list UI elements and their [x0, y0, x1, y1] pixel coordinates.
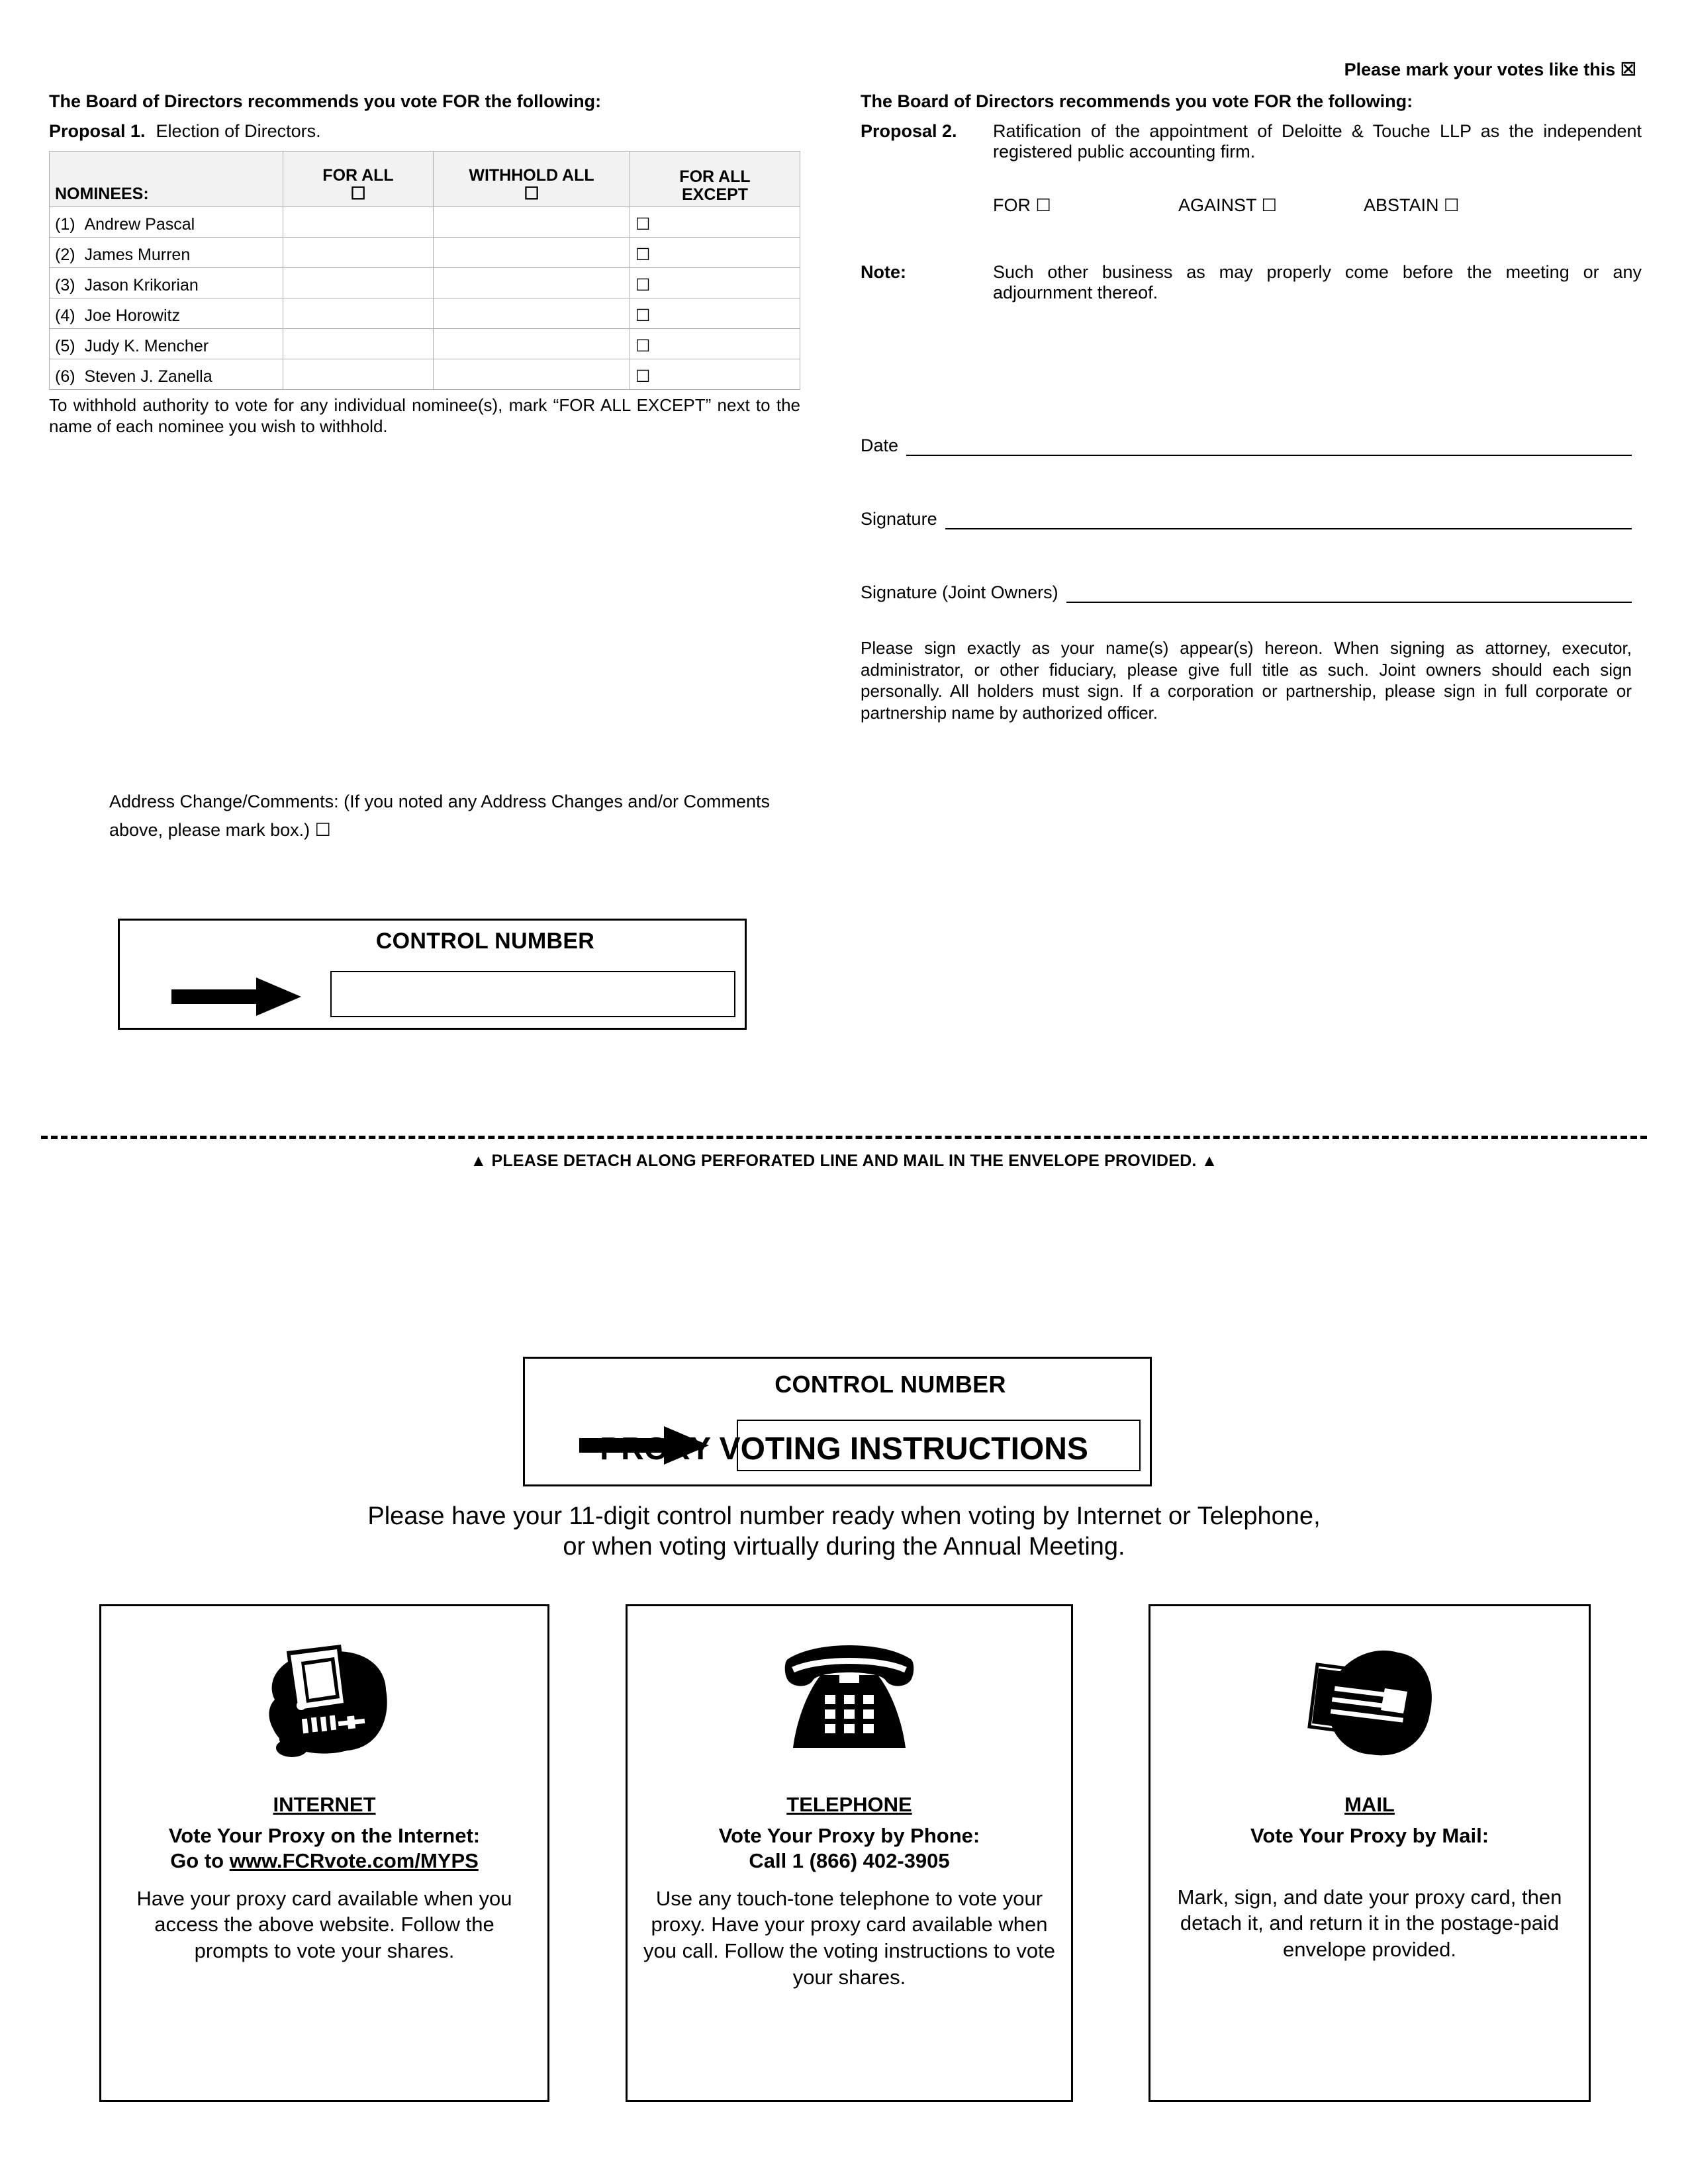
- nominee-3-for-all-cell: [283, 268, 434, 298]
- nominee-4-except-checkbox[interactable]: ☐: [630, 298, 800, 329]
- nominee-name-3: Jason Krikorian: [84, 276, 199, 295]
- nominee-name-5: Judy K. Mencher: [84, 337, 209, 355]
- board-recommendation-right: The Board of Directors recommends you vote FOR the following:: [861, 91, 1413, 111]
- nominee-cell-2: [50, 238, 283, 268]
- vote-abstain-checkbox[interactable]: ☐: [1444, 195, 1460, 215]
- right-arrow-icon: [171, 974, 304, 1023]
- proxy-voting-instructions-subtitle: [0, 1501, 1688, 1563]
- nominee-5-for-all-cell: [283, 329, 434, 359]
- proposal-2-text: Ratification of the appointment of Deloitte & Touche LLP as the independent registered public accounting firm.: [993, 121, 1642, 161]
- method-head-internet-line2: [116, 1848, 533, 1874]
- vote-against-checkbox[interactable]: ☐: [1261, 195, 1277, 215]
- nominee-number-2: (2): [55, 246, 75, 264]
- telephone-icon: [642, 1623, 1056, 1789]
- table-row: [50, 207, 800, 238]
- method-head-telephone-line2: Call 1 (866) 402-3905: [749, 1848, 950, 1872]
- vote-for-checkbox[interactable]: ☐: [1035, 195, 1051, 215]
- proposal-2-heading: [861, 121, 1642, 162]
- for-all-checkbox[interactable]: ☐: [350, 183, 366, 203]
- nominee-6-except-checkbox[interactable]: ☐: [630, 359, 800, 390]
- voting-method-internet: [99, 1604, 549, 2102]
- method-head-internet-line1: Vote Your Proxy on the Internet:: [168, 1824, 481, 1847]
- signature-field-row[interactable]: [861, 509, 1632, 529]
- nominee-1-withhold-cell: [434, 207, 630, 238]
- column-header-withhold-all-label: WITHHOLD ALL: [469, 166, 594, 185]
- joint-signature-label: Signature (Joint Owners): [861, 582, 1058, 602]
- nominee-number-4: (4): [55, 306, 75, 325]
- control-number-title-bottom: CONTROL NUMBER: [774, 1371, 1006, 1398]
- column-header-for-all-label: FOR ALL: [322, 166, 394, 185]
- method-name-internet: INTERNET: [273, 1793, 376, 1816]
- computer-icon: [116, 1623, 533, 1789]
- nominee-name-2: James Murren: [84, 246, 191, 264]
- nominee-name-4: Joe Horowitz: [84, 306, 180, 325]
- note-text: Such other business as may properly come before the meeting or any adjournment thereof.: [993, 262, 1642, 302]
- date-field-row[interactable]: [861, 435, 1632, 456]
- column-header-withhold-all: [434, 152, 630, 207]
- method-head-internet: [116, 1823, 533, 1874]
- proposal-1-label: Proposal 1.: [49, 121, 146, 141]
- nominee-5-except-checkbox[interactable]: ☐: [630, 329, 800, 359]
- nominee-cell-3: [50, 268, 283, 298]
- signing-instructions: Please sign exactly as your name(s) appear(s) hereon. When signing as attorney, executor, administrator, or other fiduciary, please give full title as such. Joint owners should each sign personally. All holders must sign. If a corporation or partnership, please sign in full corporate or partnership name by authorized officer.: [861, 638, 1632, 723]
- column-header-nominees: NOMINEES:: [50, 152, 283, 207]
- note-block: [861, 262, 1642, 303]
- nominee-3-except-checkbox[interactable]: ☐: [630, 268, 800, 298]
- board-recommendation-left: The Board of Directors recommends you vote FOR the following:: [49, 91, 602, 111]
- table-row: [50, 329, 800, 359]
- nominee-name-1: Andrew Pascal: [84, 215, 195, 234]
- nominee-3-withhold-cell: [434, 268, 630, 298]
- goto-prefix: Go to: [170, 1848, 230, 1872]
- vote-option-against-label: AGAINST: [1178, 195, 1257, 215]
- nominee-1-except-checkbox[interactable]: ☐: [630, 207, 800, 238]
- nominee-2-withhold-cell: [434, 238, 630, 268]
- proposal-1-column: [49, 91, 817, 437]
- table-row: [50, 238, 800, 268]
- method-head-telephone: [642, 1823, 1056, 1874]
- vote-website-link[interactable]: www.FCRvote.com/MYPS: [229, 1848, 479, 1872]
- method-body-mail: Mark, sign, and date your proxy card, then detach it, and return it in the postage-paid envelope provided.: [1177, 1885, 1562, 1962]
- method-body-internet: Have your proxy card available when you access the above website. Follow the prompts to vote your shares.: [136, 1886, 512, 1962]
- proposal-2-column: [861, 91, 1642, 723]
- note-label: Note:: [861, 262, 906, 282]
- method-name-mail: MAIL: [1344, 1793, 1395, 1816]
- voting-method-telephone: [626, 1604, 1073, 2102]
- nominee-cell-1: [50, 207, 283, 238]
- nominee-2-except-checkbox[interactable]: ☐: [630, 238, 800, 268]
- nominee-6-withhold-cell: [434, 359, 630, 390]
- table-row: [50, 359, 800, 390]
- nominee-6-for-all-cell: [283, 359, 434, 390]
- proxy-subtitle-line1: Please have your 11-digit control number ready when voting by Internet or Telephone,: [367, 1502, 1321, 1530]
- proposal-1-text: Election of Directors.: [156, 121, 321, 141]
- proposal-1-heading: [49, 121, 817, 142]
- column-header-for-all-except-line2: EXCEPT: [681, 185, 749, 204]
- control-number-input-top[interactable]: [330, 971, 735, 1017]
- proxy-subtitle-line2: or when voting virtually during the Annual Meeting.: [563, 1533, 1125, 1561]
- nominee-number-6: (6): [55, 367, 75, 386]
- nominees-table-body: [50, 207, 800, 390]
- date-input-line[interactable]: [906, 440, 1632, 456]
- nominee-number-5: (5): [55, 337, 75, 355]
- proposal-2-label: Proposal 2.: [861, 121, 957, 141]
- nominee-2-for-all-cell: [283, 238, 434, 268]
- method-name-telephone: TELEPHONE: [786, 1793, 912, 1816]
- vote-option-for[interactable]: [993, 195, 1178, 216]
- column-header-for-all: [283, 152, 434, 207]
- vote-option-abstain-label: ABSTAIN: [1364, 195, 1439, 215]
- nominee-number-1: (1): [55, 215, 75, 234]
- vote-option-against[interactable]: [1178, 195, 1364, 216]
- table-header-row: [50, 152, 800, 207]
- method-head-mail-line1: Vote Your Proxy by Mail:: [1250, 1824, 1489, 1847]
- method-head-mail: [1165, 1823, 1574, 1848]
- nominee-cell-4: [50, 298, 283, 329]
- date-label: Date: [861, 435, 899, 455]
- signature-label: Signature: [861, 509, 937, 529]
- table-row: [50, 298, 800, 329]
- joint-signature-input-line[interactable]: [1066, 587, 1632, 603]
- method-head-telephone-line1: Vote Your Proxy by Phone:: [718, 1824, 980, 1847]
- table-row: [50, 268, 800, 298]
- control-number-title-top: CONTROL NUMBER: [375, 929, 595, 954]
- voting-method-mail: [1149, 1604, 1591, 2102]
- mark-votes-instruction: Please mark your votes like this ☒: [1344, 60, 1636, 79]
- nominee-cell-5: [50, 329, 283, 359]
- vote-option-for-label: FOR: [993, 195, 1031, 215]
- nominee-4-for-all-cell: [283, 298, 434, 329]
- column-header-for-all-except-line1: FOR ALL: [679, 167, 751, 186]
- envelope-icon: [1165, 1623, 1574, 1789]
- nominee-5-withhold-cell: [434, 329, 630, 359]
- joint-signature-field-row[interactable]: [861, 582, 1632, 603]
- control-number-box-top: [118, 919, 747, 1030]
- address-change-comments[interactable]: Address Change/Comments: (If you noted any Address Changes and/or Comments above, please mark box.) ☐: [109, 792, 771, 841]
- withhold-authority-note: To withhold authority to vote for any individual nominee(s), mark “FOR ALL EXCEPT” next to the name of each nominee you wish to withhold.: [49, 395, 800, 436]
- withhold-all-checkbox[interactable]: ☐: [524, 183, 539, 203]
- method-body-telephone: Use any touch-tone telephone to vote your proxy. Have your proxy card available when you call. Follow the voting instructions to vote your shares.: [643, 1886, 1056, 1989]
- vote-option-abstain[interactable]: [1364, 195, 1549, 216]
- nominee-name-6: Steven J. Zanella: [84, 367, 212, 386]
- nominee-1-for-all-cell: [283, 207, 434, 238]
- proxy-voting-instructions-title: PROXY VOTING INSTRUCTIONS: [600, 1432, 1088, 1467]
- detach-instruction: ▲ PLEASE DETACH ALONG PERFORATED LINE AND MAIL IN THE ENVELOPE PROVIDED. ▲: [470, 1152, 1218, 1170]
- perforation-line: [41, 1136, 1647, 1139]
- nominee-4-withhold-cell: [434, 298, 630, 329]
- column-header-for-all-except: [630, 152, 800, 207]
- signature-input-line[interactable]: [945, 514, 1632, 529]
- proposal-2-vote-options: [993, 195, 1642, 216]
- nominees-table: [49, 151, 800, 390]
- nominee-number-3: (3): [55, 276, 75, 295]
- nominee-cell-6: [50, 359, 283, 390]
